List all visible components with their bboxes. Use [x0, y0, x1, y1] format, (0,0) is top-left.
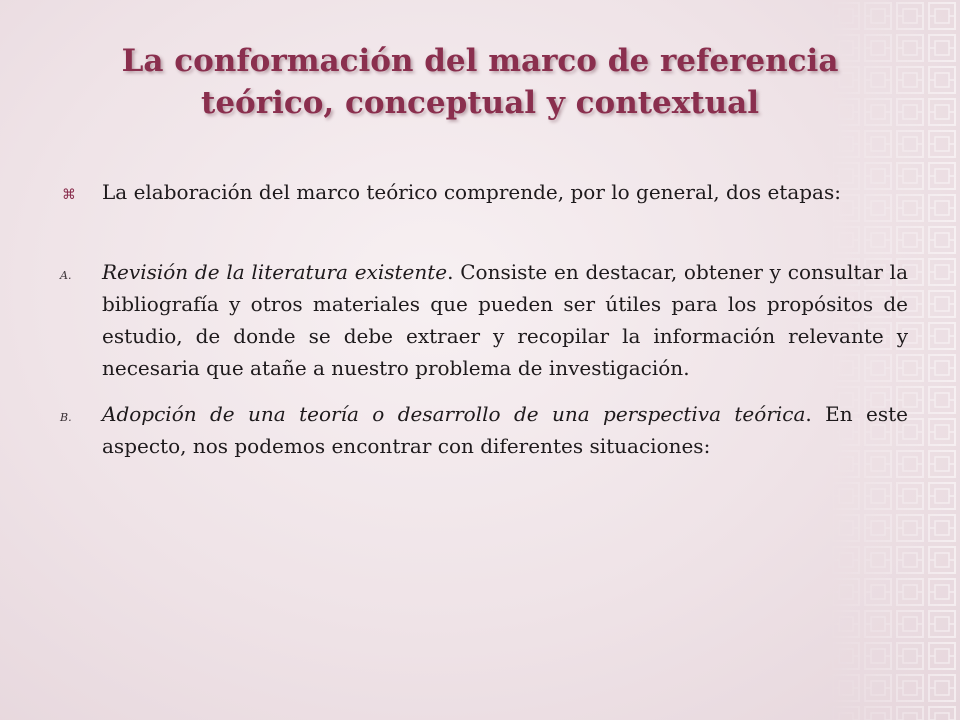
title-line-2: teórico, conceptual y contextual [201, 85, 759, 121]
intro-text: La elaboración del marco teórico comprende, por lo general, dos etapas: [102, 180, 841, 204]
list-marker-b: B. [60, 411, 72, 424]
list-marker-a: A. [60, 269, 72, 282]
list-item-a [58, 256, 908, 384]
command-key-icon: ⌘ [62, 187, 76, 203]
intro-bullet [58, 176, 908, 211]
item-a-emphasis: Revisión de la literatura existente [102, 260, 448, 284]
title-line-1: La conformación del marco de referencia [121, 43, 839, 79]
item-b-emphasis: Adopción de una teoría o desarrollo de una perspectiva teórica [102, 402, 806, 426]
item-a-text: . Consiste en destacar, obtener y consultar la bibliografía y otros materiales que pueden ser útiles para los propósitos de estudio, de donde se debe extraer y recopilar la información relevante y necesaria que atañe a nuestro problema de investigación. [102, 260, 908, 380]
slide-content [58, 176, 908, 462]
item-b-text: . En este aspecto, nos podemos encontrar con diferentes situaciones: [102, 402, 908, 458]
list-item-b [58, 398, 908, 462]
slide-title [40, 40, 920, 124]
